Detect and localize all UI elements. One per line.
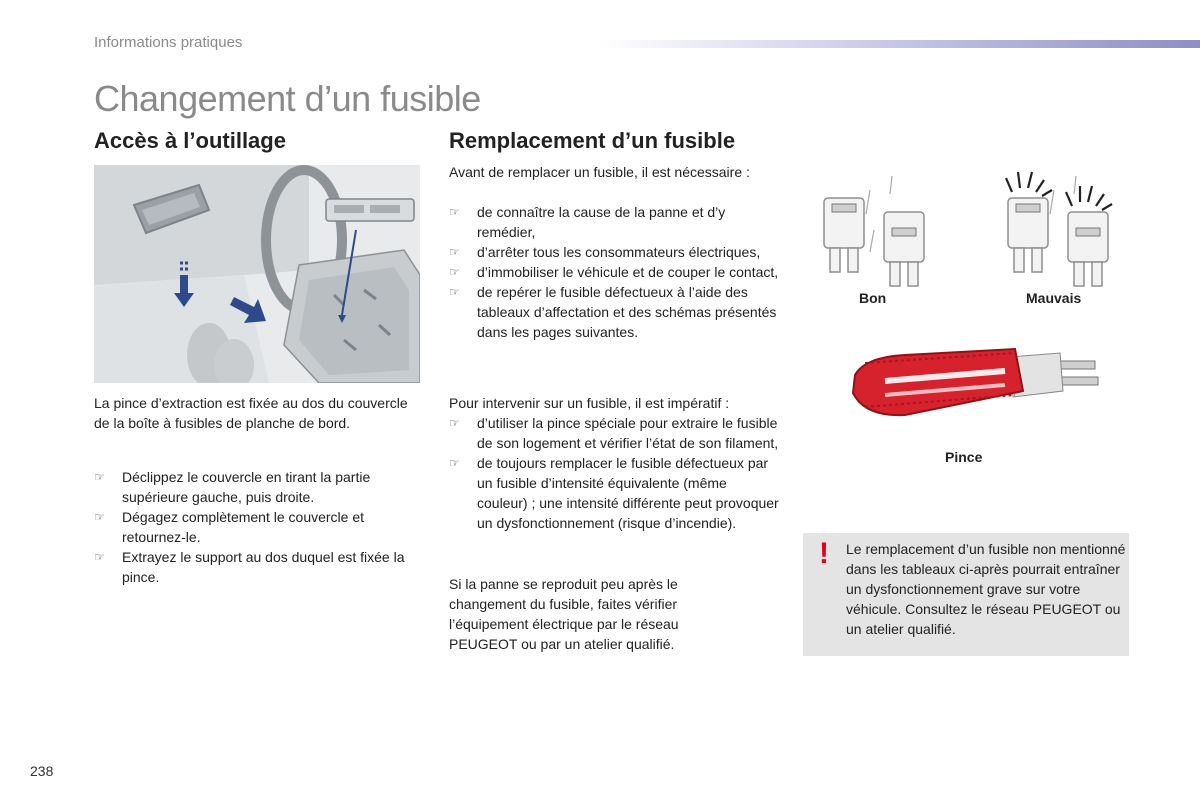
list-item [94, 467, 424, 507]
replace-checks-list [449, 202, 779, 342]
page-number: 238 [30, 763, 54, 779]
list-item [94, 547, 424, 587]
check-text: de repérer le fusible défectueux à l’aide des tableaux d’affectation et des schémas présentés dans les pages suivantes. [477, 284, 777, 340]
pointing-hand-icon: ☞ [449, 205, 460, 219]
dashboard-fusebox-illustration [94, 165, 420, 383]
pointing-hand-icon: ☞ [449, 416, 460, 430]
header-accent-bar [600, 40, 1200, 48]
rule-text: de toujours remplacer le fusible défectueux par un fusible d’intensité équivalente (même couleur) ; une intensité différente peut provoquer un dysfonctionnement (risque d’incendie). [477, 455, 779, 531]
list-item [449, 453, 779, 533]
replace-outro: Si la panne se reproduit peu après le changement du fusible, faites vérifier l’équipement électrique par le réseau PEUGEOT ou par un atelier qualifié. [449, 576, 679, 652]
pointing-hand-icon: ☞ [94, 470, 105, 484]
pointing-hand-icon: ☞ [94, 510, 105, 524]
list-item [449, 262, 779, 282]
caption-bad-fuse: Mauvais [1026, 290, 1082, 306]
replace-intro-2: Pour intervenir sur un fusible, il est impératif : [449, 395, 730, 411]
check-text: d’arrêter tous les consommateurs électriques, [477, 244, 761, 260]
warning-icon: ! [819, 537, 829, 570]
pointing-hand-icon: ☞ [449, 245, 460, 259]
pointing-hand-icon: ☞ [449, 265, 460, 279]
access-step-text: Dégagez complètement le couvercle et retournez-le. [122, 509, 365, 545]
access-heading: Accès à l’outillage [94, 128, 286, 153]
access-step-text: Déclippez le couvercle en tirant la partie supérieure gauche, puis droite. [122, 469, 371, 505]
access-steps-list [94, 467, 424, 587]
fuse-puller-illustration [845, 345, 1105, 425]
list-item [449, 282, 779, 342]
list-item [449, 202, 779, 242]
pointing-hand-icon: ☞ [449, 456, 460, 470]
caption-puller: Pince [945, 449, 983, 465]
caption-good-fuse: Bon [859, 290, 887, 306]
replace-intro: Avant de remplacer un fusible, il est nécessaire : [449, 164, 750, 180]
section-label: Informations pratiques [94, 34, 243, 51]
pointing-hand-icon: ☞ [94, 550, 105, 564]
check-text: d’immobiliser le véhicule et de couper le contact, [477, 264, 779, 280]
warning-text: Le remplacement d’un fusible non mentionné dans les tableaux ci-après pourrait entraîner un dysfonctionnement grave sur votre véhicule. Consultez le réseau PEUGEOT ou un atelier qualifié. [846, 541, 1126, 637]
access-paragraph: La pince d’extraction est fixée au dos du couvercle de la boîte à fusibles de planche de bord. [94, 395, 408, 431]
access-step-text: Extrayez le support au dos duquel est fixée la pince. [122, 549, 405, 585]
list-item [94, 507, 424, 547]
replace-rules-list [449, 413, 779, 533]
warning-box [803, 533, 1129, 656]
rule-text: d’utiliser la pince spéciale pour extraire le fusible de son logement et vérifier l’état de son filament, [477, 415, 779, 451]
pointing-hand-icon: ☞ [449, 285, 460, 299]
list-item [449, 242, 779, 262]
check-text: de connaître la cause de la panne et d’y remédier, [477, 204, 726, 240]
fuses-good-bad-illustration [800, 170, 1130, 300]
replace-heading: Remplacement d’un fusible [449, 128, 736, 153]
list-item [449, 413, 779, 453]
page-title: Changement d’un fusible [94, 78, 481, 119]
